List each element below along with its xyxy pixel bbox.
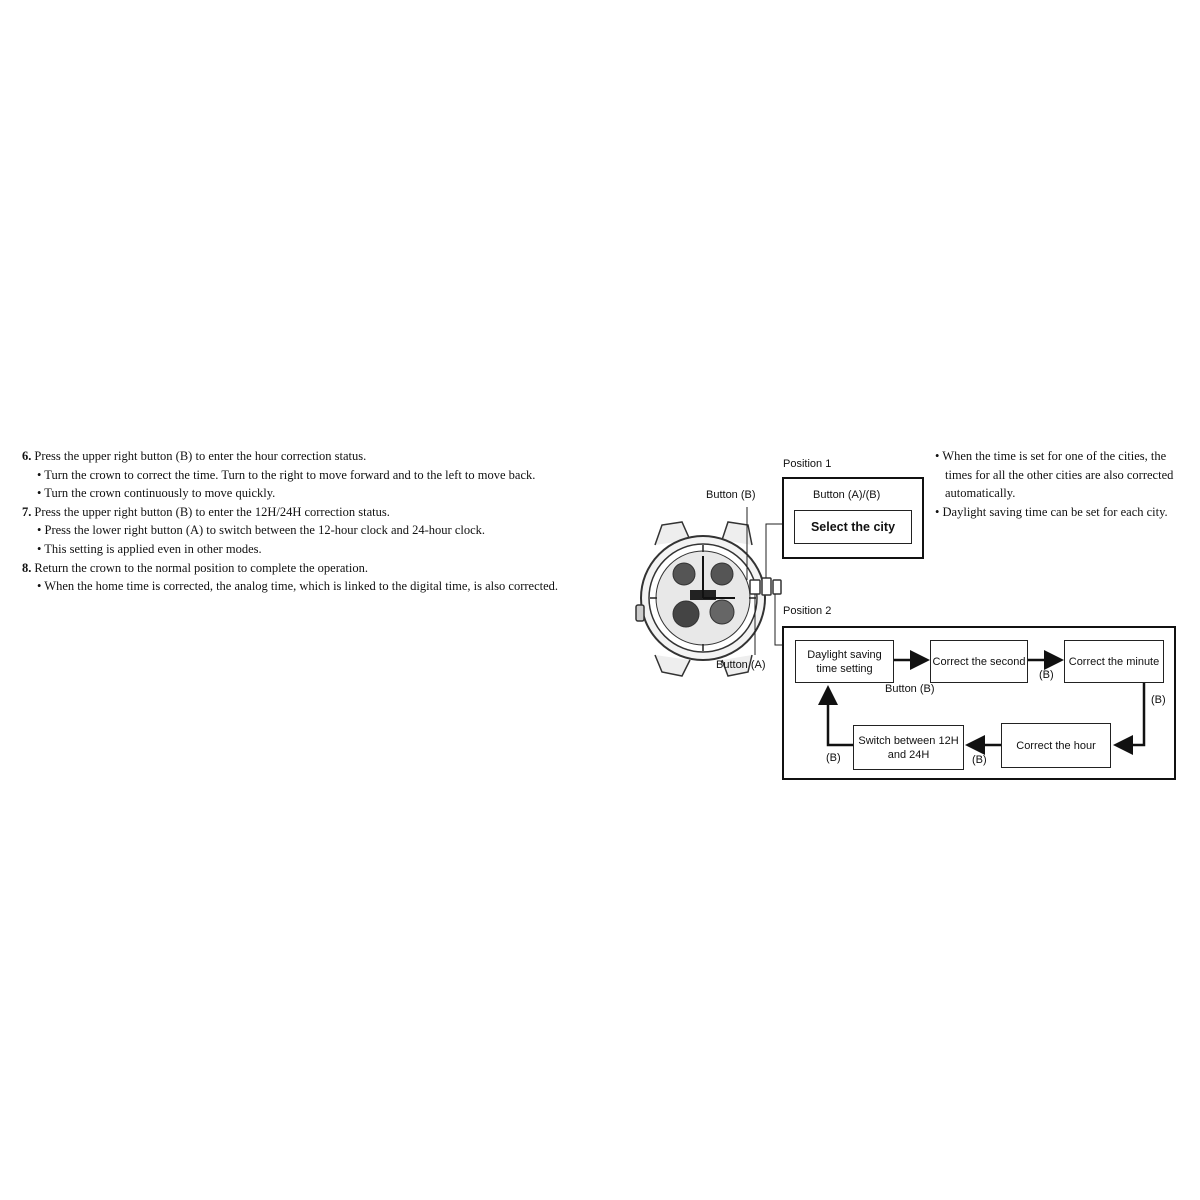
bullet-text: When the home time is corrected, the analog time, which is linked to the digital time, is also corrected. [44, 579, 559, 594]
arrow-label-b: (B) [826, 752, 841, 764]
step-text: Return the crown to the normal position to complete the operation. [34, 560, 368, 575]
switch-12h-24h-step: Switch between 12H and 24H [853, 725, 964, 770]
bullet-text: Press the lower right button (A) to switch between the 12-hour clock and 24-hour clock. [44, 523, 486, 538]
button-a-label: Button (A) [716, 659, 766, 671]
step-number: 7. [22, 504, 32, 519]
note: • Daylight saving time can be set for each city. [935, 504, 1168, 519]
bullet: • Press the lower right button (A) to switch between the 12-hour clock and 24-hour clock. [37, 523, 486, 538]
arrow-label-b: (B) [972, 754, 987, 766]
bullet: • Turn the crown continuously to move quickly. [37, 486, 276, 501]
bullet: • This setting is applied even in other modes. [37, 541, 262, 556]
select-city-box: Select the city [794, 510, 912, 544]
bullet-text: Turn the crown continuously to move quickly. [44, 486, 276, 501]
position-1-button-label: Button (A)/(B) [813, 489, 881, 501]
correct-minute-step: Correct the minute [1064, 640, 1164, 683]
arrow-label-b: (B) [1151, 694, 1166, 706]
button-b-label: Button (B) [706, 489, 756, 501]
bullet-text: This setting is applied even in other modes. [44, 541, 262, 556]
step-text: Press the upper right button (B) to enter the 12H/24H correction status. [34, 504, 390, 519]
daylight-saving-step: Daylight saving time setting [795, 640, 894, 683]
note-text: Daylight saving time can be set for each city. [942, 504, 1168, 519]
position-2-title: Position 2 [783, 605, 832, 617]
step-number: 8. [22, 560, 32, 575]
note: • When the time is set for one of the cities, the times for all the other cities are also corrected automatically. [935, 449, 1174, 501]
bullet-text: Turn the crown to correct the time. Turn to the right to move forward and to the left to move back. [44, 467, 536, 482]
note-text: When the time is set for one of the cities, the times for all the other cities are also corrected automatically. [942, 449, 1174, 501]
step-number: 6. [22, 449, 32, 463]
bullet: • Turn the crown to correct the time. Turn to the right to move forward and to the left to move back. [37, 467, 536, 482]
arrow-label-b: (B) [1039, 669, 1054, 681]
correct-hour-step: Correct the hour [1001, 723, 1111, 768]
arrow-label-button-b: Button (B) [885, 683, 935, 695]
correct-second-step: Correct the second [930, 640, 1028, 683]
bullet: • When the home time is corrected, the analog time, which is linked to the digital time, is also corrected. [37, 579, 559, 594]
position-1-title: Position 1 [783, 458, 832, 470]
watch-icon [636, 522, 781, 676]
step-text: Press the upper right button (B) to enter the hour correction status. [34, 449, 367, 463]
